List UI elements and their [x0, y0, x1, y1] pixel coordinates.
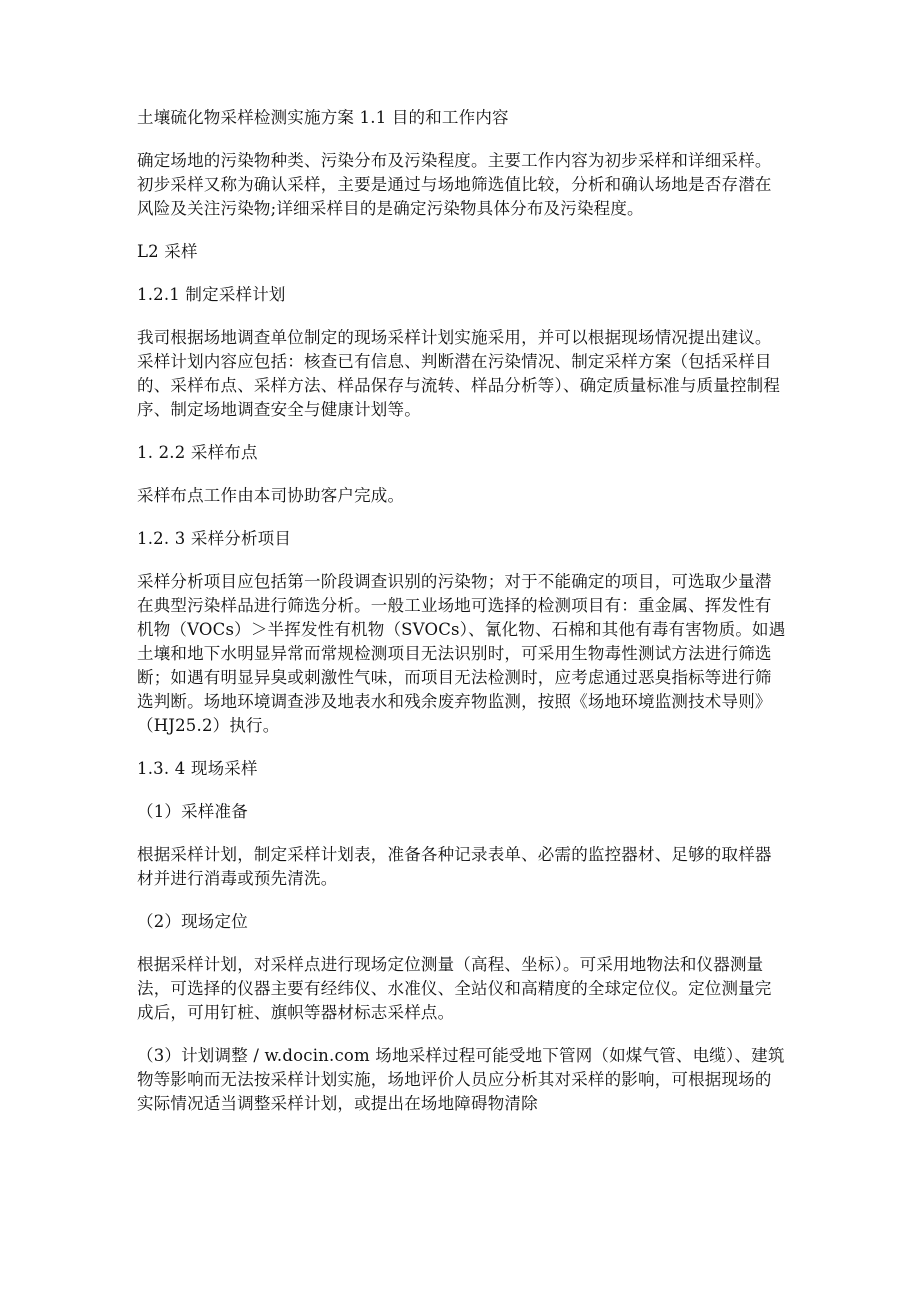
item-heading-preparation: （1）采样准备	[137, 802, 248, 821]
section-heading-field-sampling: 1.3. 4 现场采样	[137, 759, 258, 778]
preparation-paragraph: 根据采样计划，制定采样计划表，准备各种记录表单、必需的监控器材、足够的取样器材并进行消毒或预先清洗。	[137, 845, 772, 888]
item-heading-positioning: （2）现场定位	[137, 912, 248, 931]
section-heading-sampling: L2 采样	[137, 242, 198, 261]
section-heading-sampling-points: 1. 2.2 采样布点	[137, 443, 258, 462]
section-heading-analysis-items: 1.2. 3 采样分析项目	[137, 529, 292, 548]
sampling-points-paragraph: 采样布点工作由本司协助客户完成。	[137, 486, 405, 505]
analysis-items-paragraph: 采样分析项目应包括第一阶段调查识别的污染物；对于不能确定的项目，可选取少量潜在典型污染样品进行筛选分析。一般工业场地可选择的检测项目有：重金属、挥发性有机物（VOCs）＞半挥发性有机物（SVOCs）、氰化物、石棉和其他有毒有害物质。如遇土壤和地下水明显异常而常规检测项目无法识别时，可采用生物毒性测试方法进行筛选断；如遇有明显异臭或刺激性气味，而项目无法检测时，应考虑通过恶臭指标等进行筛选判断。场地环境调查涉及地表水和残余废弃物监测，按照《场地环境监测技术导则》（HJ25.2）执行。	[137, 572, 786, 735]
sampling-plan-paragraph: 我司根据场地调查单位制定的现场采样计划实施采用，并可以根据现场情况提出建议。采样计划内容应包括：核查已有信息、判断潜在污染情况、制定采样方案（包括采样目的、采样布点、采样方法、样品保存与流转、样品分析等）、确定质量标准与质量控制程序、制定场地调查安全与健康计划等。	[137, 328, 781, 419]
intro-paragraph: 确定场地的污染物种类、污染分布及污染程度。主要工作内容为初步采样和详细采样。初步采样又称为确认采样，主要是通过与场地筛选值比较，分析和确认场地是否存潜在风险及关注污染物;详细采样目的是确定污染物具体分布及污染程度。	[137, 151, 772, 218]
positioning-paragraph: 根据采样计划，对采样点进行现场定位测量（高程、坐标）。可采用地物法和仪器测量法，可选择的仪器主要有经纬仪、水准仪、全站仪和高精度的全球定位仪。定位测量完成后，可用钉桩、旗帜等器材标志采样点。	[137, 955, 772, 1022]
document-title: 土壤硫化物采样检测实施方案 1.1 目的和工作内容	[137, 108, 509, 127]
plan-adjustment-paragraph: （3）计划调整 / w.docin.com 场地采样过程可能受地下管网（如煤气管、电缆）、建筑物等影响而无法按采样计划实施，场地评价人员应分析其对采样的影响，可根据现场的实际情况适当调整采样计划，或提出在场地障碍物清除	[137, 1046, 785, 1113]
document-body	[137, 106, 787, 1135]
section-heading-sampling-plan: 1.2.1 制定采样计划	[137, 285, 286, 304]
